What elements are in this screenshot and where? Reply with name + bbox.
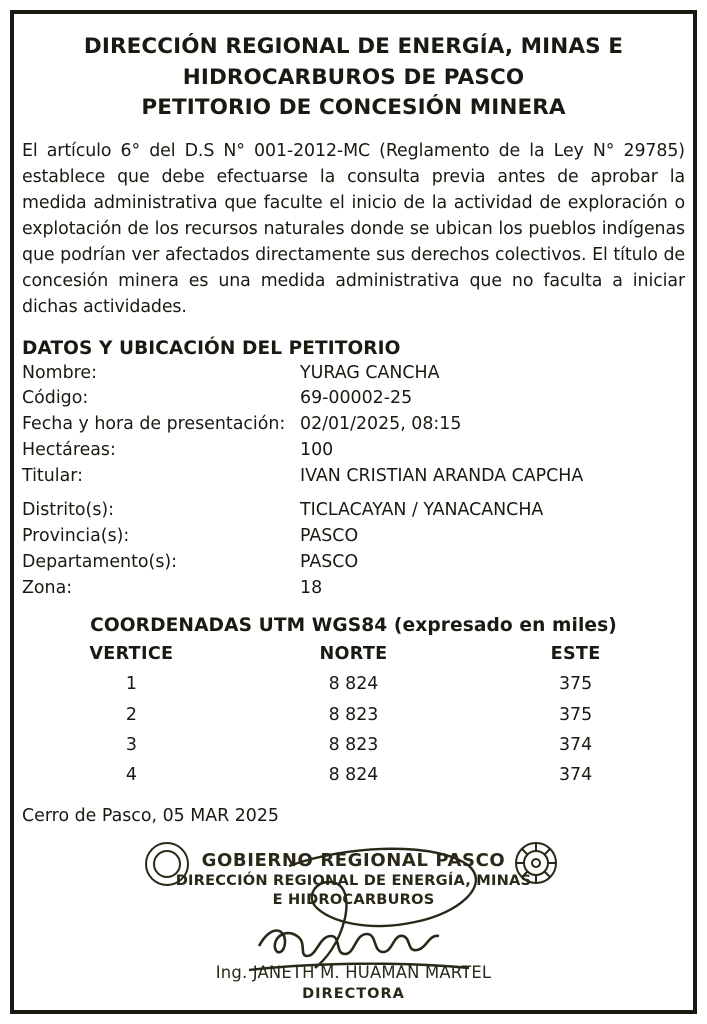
cell-vertice: 1 [125,674,137,695]
stamp-line-1: GOBIERNO REGIONAL PASCO [201,849,506,871]
cell-este: 374 [558,764,593,785]
petition-data-table [22,361,685,602]
field-value-codigo: 69-00002-25 [300,388,413,409]
cell-este: 374 [558,734,593,755]
cell-vertice: 4 [125,764,137,785]
field-value-titular: IVAN CRISTIAN ARANDA CAPCHA [300,465,584,486]
section-title-petition: DATOS Y UBICACIÓN DEL PETITORIO [22,337,401,359]
field-value-provincia: PASCO [300,526,359,547]
table-row [22,760,685,790]
cell-vertice: 2 [125,704,137,725]
table-spacer-row [22,489,685,498]
cell-norte: 8 824 [328,674,379,695]
official-stamp [139,836,569,1006]
column-header-este: ESTE [550,644,601,665]
field-label-hectareas: Hectáreas: [22,439,116,460]
field-value-fecha-hora: 02/01/2025, 08:15 [300,414,462,435]
field-label-provincia: Provincia(s): [22,526,130,547]
table-row [22,498,685,524]
table-row [22,576,685,602]
cell-este: 375 [558,674,593,695]
column-header-norte: NORTE [319,644,388,665]
column-header-vertice: VERTICE [89,644,174,665]
cell-norte: 8 823 [328,734,379,755]
table-row [22,438,685,464]
title-line-2: HIDROCARBUROS DE PASCO [182,64,525,90]
field-label-distrito: Distrito(s): [22,500,115,521]
document-content [22,22,685,1014]
stamp-line-2: DIRECCIÓN REGIONAL DE ENERGÍA, MINAS [175,872,532,890]
signer-role: DIRECTORA [302,985,405,1002]
signer-name: Ing. JANETH M. HUAMAN MARTEL [215,962,492,982]
signature-block [22,830,685,1006]
cell-norte: 8 823 [328,704,379,725]
field-value-nombre: YURAG CANCHA [300,362,440,383]
table-header-row [22,642,685,669]
cell-este: 375 [558,704,593,725]
table-row [22,386,685,412]
field-value-distrito: TICLACAYAN / YANACANCHA [300,500,544,521]
field-label-zona: Zona: [22,577,73,598]
place-and-date: Cerro de Pasco, 05 MAR 2025 [22,805,279,826]
table-row [22,550,685,576]
page-title [22,32,685,124]
field-value-departamento: PASCO [300,551,359,572]
table-row [22,412,685,438]
cell-norte: 8 824 [328,764,379,785]
table-row [22,669,685,699]
table-row [22,464,685,490]
coordinates-table [22,642,685,789]
coordinates-title: COORDENADAS UTM WGS84 (expresado en miles) [90,615,617,637]
table-row [22,730,685,760]
cell-vertice: 3 [125,734,137,755]
intro-paragraph: El artículo 6° del D.S N° 001-2012-MC (Reglamento de la Ley N° 29785) establece que debe efectuarse la consulta previa antes de aprobar la medida administrativa que faculte el inicio de la actividad de exploración o explotación de los recursos naturales donde se ubican los pueblos indígenas que podrían ver afectados directamente sus derechos colectivos. El título de concesión minera es una medida administrativa que no faculta a iniciar dichas actividades. [22,140,685,318]
field-label-departamento: Departamento(s): [22,551,178,572]
field-label-titular: Titular: [22,465,83,486]
title-line-3: PETITORIO DE CONCESIÓN MINERA [141,95,566,121]
stamp-line-3: E HIDROCARBUROS [272,890,435,908]
field-value-hectareas: 100 [300,439,334,460]
table-row [22,361,685,387]
field-label-codigo: Código: [22,388,89,409]
title-line-1: DIRECCIÓN REGIONAL DE ENERGÍA, MINAS E [83,34,624,59]
field-value-zona: 18 [300,577,323,598]
table-row [22,524,685,550]
field-label-fecha-hora: Fecha y hora de presentación: [22,414,286,435]
table-row [22,700,685,730]
field-label-nombre: Nombre: [22,362,97,383]
